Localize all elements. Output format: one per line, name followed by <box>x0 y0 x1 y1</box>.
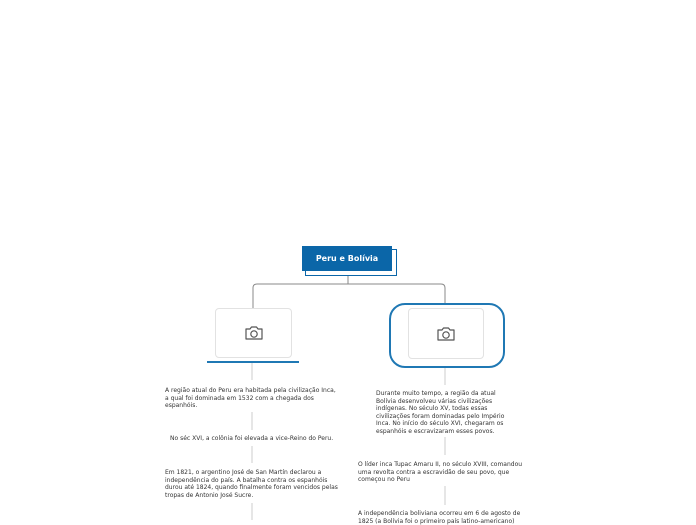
camera-icon <box>436 326 456 342</box>
right-image-node[interactable] <box>408 308 484 359</box>
left-image-node[interactable] <box>215 308 292 358</box>
camera-icon <box>244 325 264 341</box>
right-topic-2[interactable]: O líder inca Tupac Amaru II, no século XVIII, comandou uma revolta contra a escravidão de seu povo, que começou no Peru <box>358 461 523 483</box>
left-topic-2[interactable]: No séc XVI, a colônia foi elevada a vice-Reino do Peru. <box>170 435 334 442</box>
root-node-label: Peru e Bolívia <box>315 254 379 263</box>
left-topic-1[interactable]: A região atual do Peru era habitada pela civilização Inca, a qual foi dominada em 1532 com a chegada dos espanhóis. <box>165 387 336 409</box>
right-topic-1[interactable]: Durante muito tempo, a região da atual Bolívia desenvolveu várias civilizações indígenas. No século XV, todas essas civilizações foram dominadas pelo Império Inca. No início do século XVI, chegaram os espanhóis e escravizaram esses povos. <box>376 390 505 435</box>
root-node[interactable] <box>302 246 392 271</box>
right-topic-3[interactable]: A independência boliviana ocorreu em 6 de agosto de 1825 (a Bolívia foi o primeiro país latino-americano) <box>358 510 521 525</box>
left-topic-3[interactable]: Em 1821, o argentino José de San Martín declarou a independência do país. A batalha contra os espanhóis durou até 1824, quando finalmente foram vencidos pelas tropas de Antonio José Sucre. <box>165 469 338 499</box>
left-node-underline <box>207 361 299 363</box>
